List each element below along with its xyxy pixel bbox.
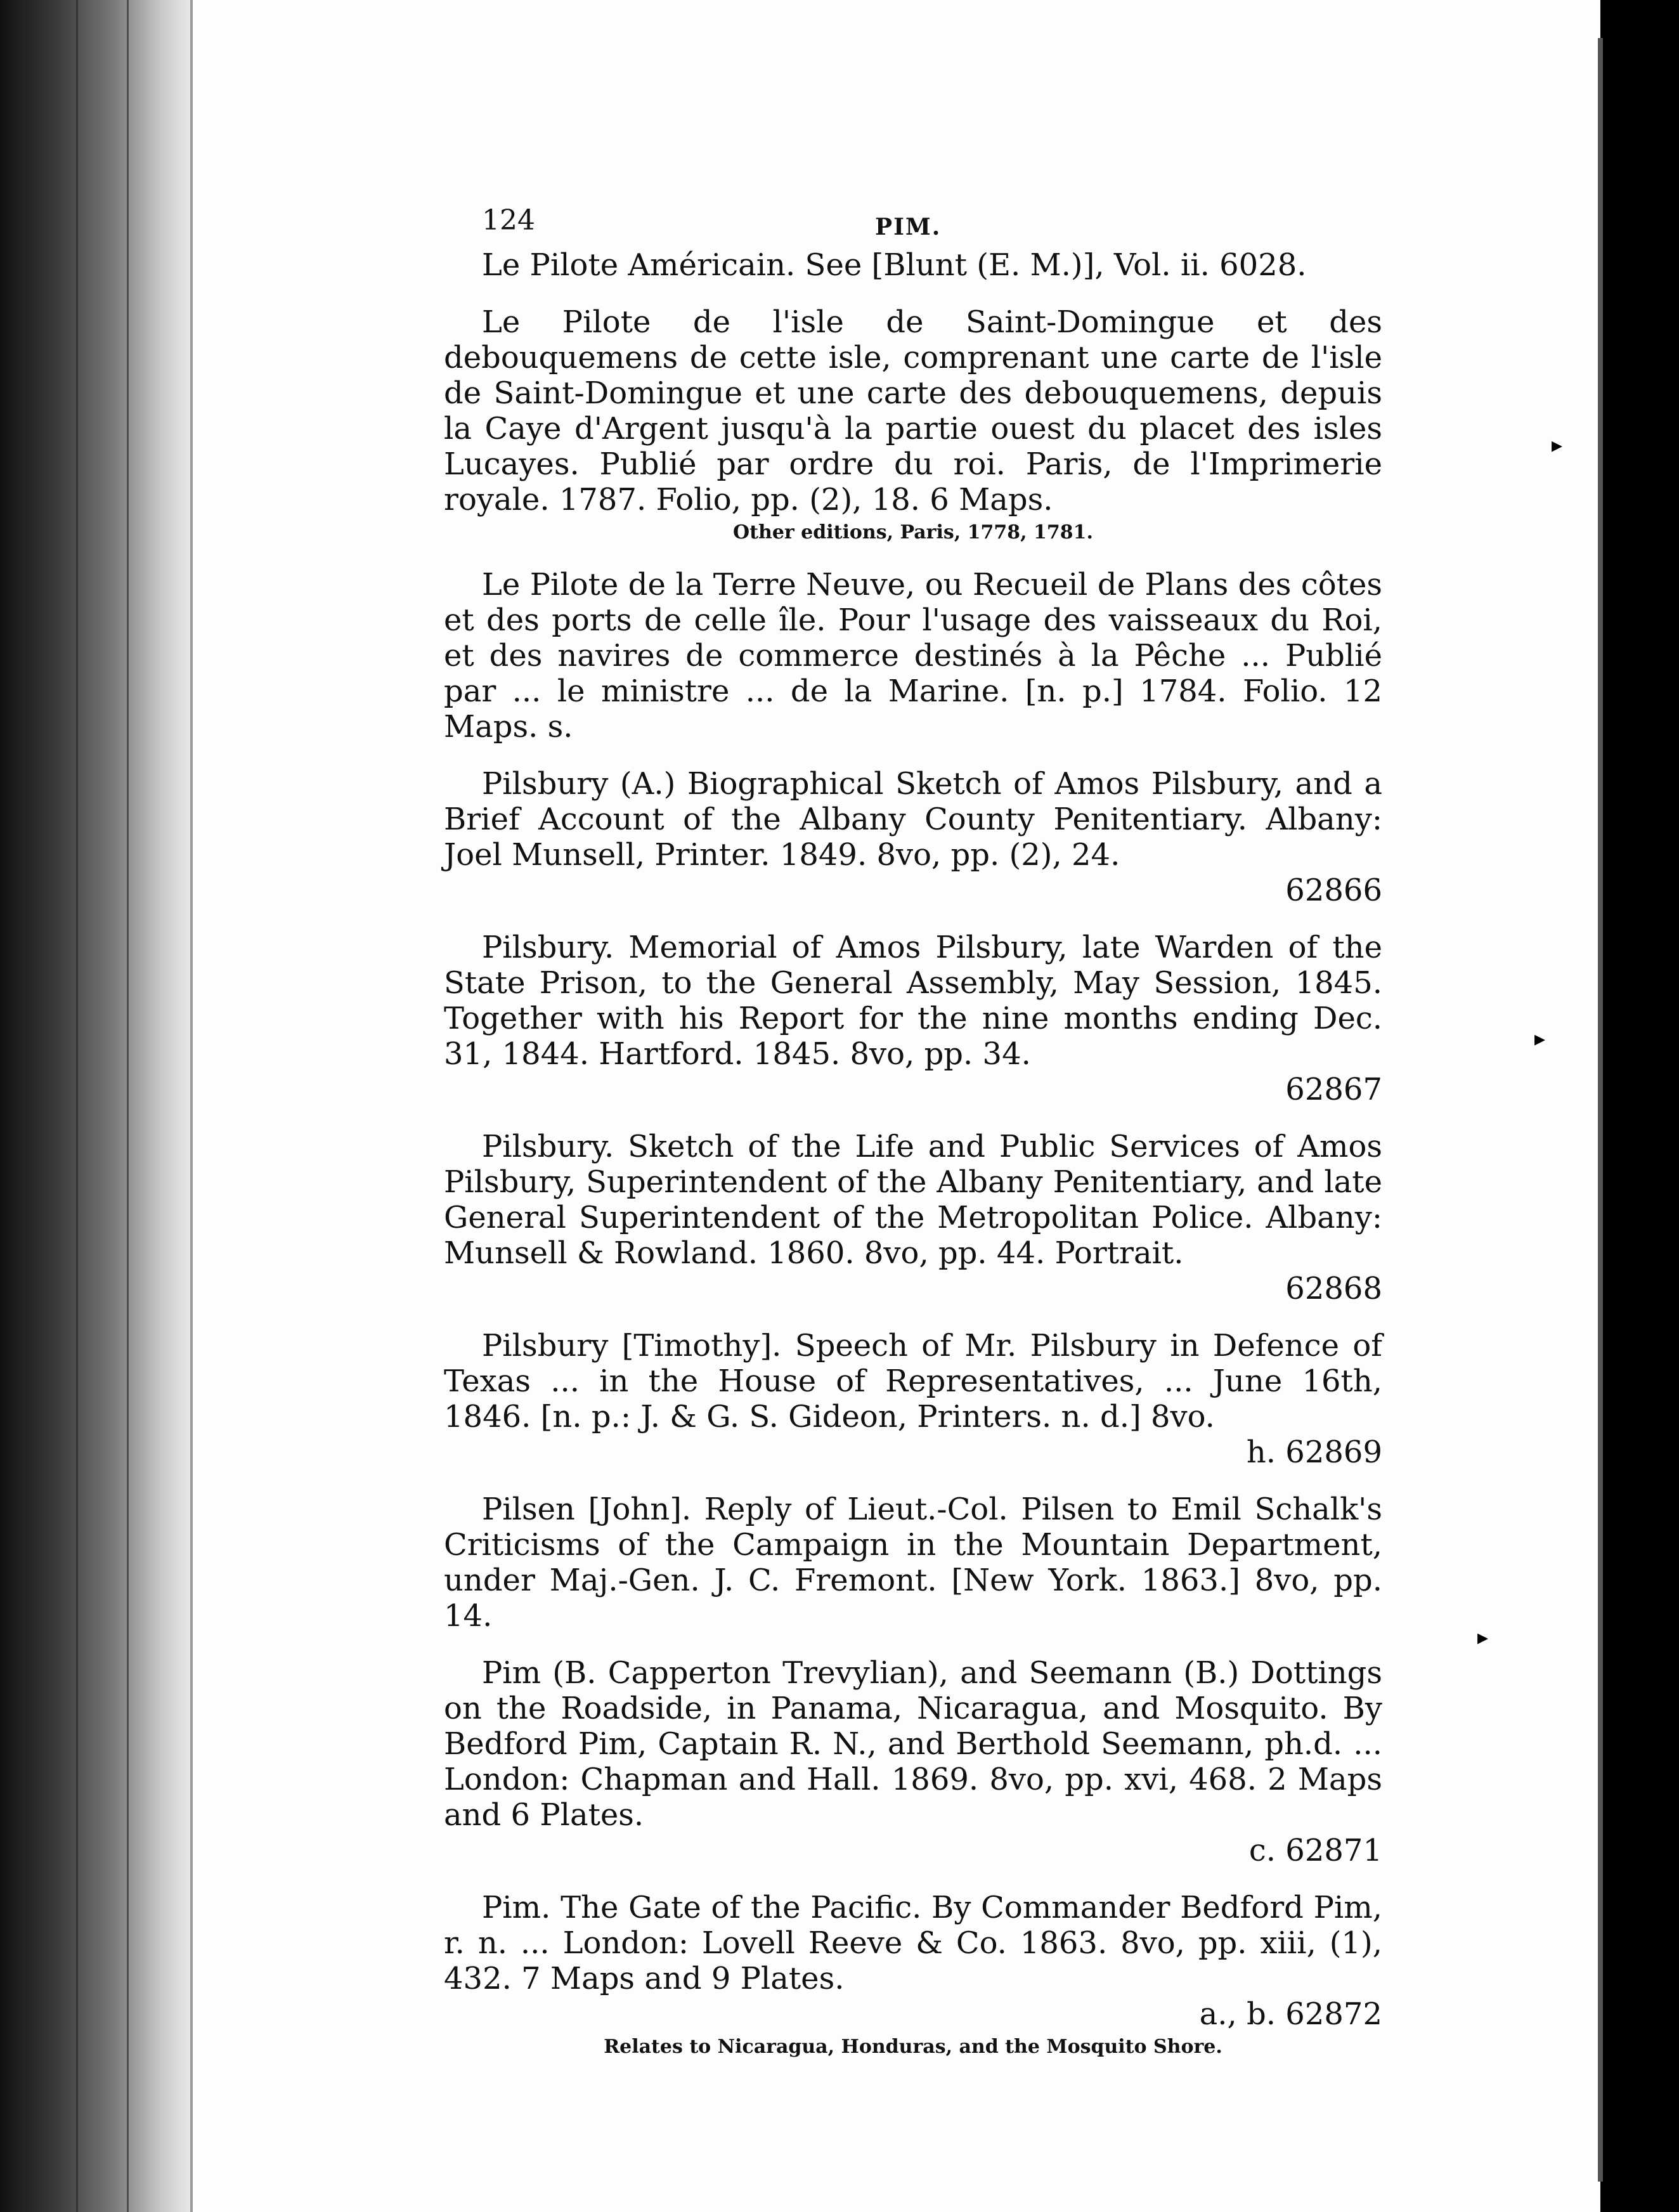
entry-number: 62867 (1285, 1072, 1382, 1107)
entry-number: a., b. 62872 (1199, 1996, 1382, 2032)
entry-62867 (444, 930, 1382, 1107)
entry-pilote-americain (444, 247, 1382, 283)
page-number: 124 (482, 204, 535, 237)
entry-number: c. 62871 (1248, 1833, 1382, 1868)
entry-pilote-terre-neuve (444, 567, 1382, 745)
entry-62872 (444, 1890, 1382, 2060)
entry-text: Le Pilote de l'isle de Saint-Domingue et des debouquemens de cette isle, comprenant une carte de l'isle de Saint-Domingue et une carte des debouquemens, depuis la Caye d'Argent jusqu'à la partie ouest du placet des isles Lucayes. Publié par ordre du roi. Paris, de l'Imprimerie royale. 1787. Folio, pp. (2), 18. 6 Maps. (444, 304, 1382, 517)
margin-mark: ▸ (1534, 1026, 1546, 1051)
gutter-line (127, 0, 129, 2212)
entry-text: Pilsbury. Memorial of Amos Pilsbury, late Warden of the State Prison, to the General Assembly, May Session, 1845. Together with his Report for the nine months ending Dec. 31, 1844. Hartford. 1845. 8vo, pp. 34. (444, 930, 1382, 1072)
entry-number: 62866 (1285, 873, 1382, 908)
entry-62866 (444, 766, 1382, 908)
entry-text: Pilsbury (A.) Biographical Sketch of Amos Pilsbury, and a Brief Account of the Albany County Penitentiary. Albany: Joel Munsell, Printer. 1849. 8vo, pp. (2), 24. (444, 766, 1382, 873)
running-head-title: PIM. (875, 214, 942, 240)
entry-62871 (444, 1655, 1382, 1868)
entry-text: Pim. The Gate of the Pacific. By Commander Bedford Pim, r. n. ... London: Lovell Reeve & Co. 1863. 8vo, pp. xiii, (1), 432. 7 Maps and 9 Plates. (444, 1890, 1382, 1996)
entry-pilote-saint-domingue (444, 304, 1382, 545)
entry-number: h. 62869 (1246, 1435, 1382, 1470)
margin-mark: ▸ (1477, 1625, 1489, 1650)
entry-text: Le Pilote Américain. See [Blunt (E. M.)], Vol. ii. 6028. (482, 247, 1307, 283)
margin-mark: ▸ (1552, 433, 1563, 458)
gutter-line (25, 0, 27, 2212)
entry-text: Le Pilote de la Terre Neuve, ou Recueil de Plans des côtes et des ports de celle île. Pour l'usage des vaisseaux du Roi, et des navires de commerce destinés à la Pêche ... Publié par ... le ministre ... de la Marine. [n. p.] 1784. Folio. 12 Maps. s. (444, 567, 1382, 745)
book-gutter (0, 0, 190, 2212)
entry-number: 62868 (1285, 1271, 1382, 1306)
entry-text: Pilsbury [Timothy]. Speech of Mr. Pilsbury in Defence of Texas ... in the House of Representatives, ... June 16th, 1846. [n. p.: J. & G. S. Gideon, Printers. n. d.] 8vo. (444, 1328, 1382, 1435)
page-content (444, 190, 1382, 2081)
entry-text: Pim (B. Capperton Trevylian), and Seemann (B.) Dottings on the Roadside, in Panama, Nicaragua, and Mosquito. By Bedford Pim, Captain R. N., and Berthold Seemann, ph.d. ... London: Chapman and Hall. 1869. 8vo, pp. xvi, 468. 2 Maps and 6 Plates. (444, 1655, 1382, 1833)
entry-62868 (444, 1129, 1382, 1306)
bibliography-entries (444, 247, 1382, 2060)
running-head (444, 190, 1382, 247)
entry-note: Other editions, Paris, 1778, 1781. (733, 521, 1093, 543)
entry-note: Relates to Nicaragua, Honduras, and the Mosquito Shore. (604, 2036, 1222, 2058)
entry-text: Pilsbury. Sketch of the Life and Public Services of Amos Pilsbury, Superintendent of the Albany Penitentiary, and late General Superintendent of the Metropolitan Police. Albany: Munsell & Rowland. 1860. 8vo, pp. 44. Portrait. (444, 1129, 1382, 1271)
gutter-line (76, 0, 78, 2212)
entry-62869 (444, 1328, 1382, 1470)
entry-pilsen (444, 1492, 1382, 1634)
page-right-edge (1598, 38, 1679, 2182)
entry-text: Pilsen [John]. Reply of Lieut.-Col. Pilsen to Emil Schalk's Criticisms of the Campaign in the Mountain Department, under Maj.-Gen. J. C. Fremont. [New York. 1863.] 8vo, pp. 14. (444, 1492, 1382, 1634)
